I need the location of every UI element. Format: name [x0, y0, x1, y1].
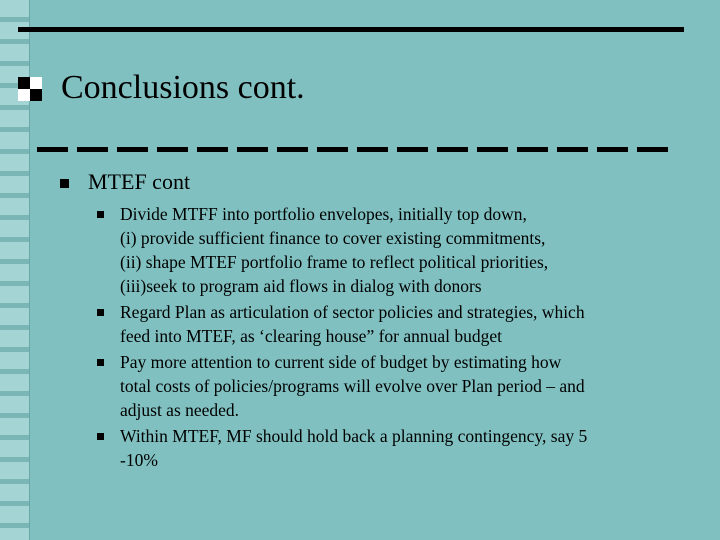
- list-item: [120, 424, 680, 472]
- list-item: [120, 300, 680, 348]
- sub-bullet-list: [120, 202, 680, 474]
- title-square-icon: [18, 77, 42, 101]
- list-item: [120, 350, 680, 422]
- bullet-line: (iii)seek to program aid flows in dialog with donors: [120, 276, 482, 296]
- bullet-line: Pay more attention to current side of budget by estimating how: [120, 352, 562, 372]
- square-bullet-icon: [97, 433, 104, 440]
- bullet-line: total costs of policies/programs will evolve over Plan period – and: [120, 376, 585, 396]
- dashed-rule: [37, 147, 677, 152]
- square-bullet-icon: [97, 359, 104, 366]
- bullet-line: Divide MTFF into portfolio envelopes, initially top down,: [120, 204, 527, 224]
- square-bullet-icon: [97, 211, 104, 218]
- bullet-line: -10%: [120, 450, 158, 470]
- square-bullet-icon: [97, 309, 104, 316]
- bullet-line: (ii) shape MTEF portfolio frame to reflect political priorities,: [120, 252, 549, 272]
- level1-bullet-text: MTEF cont: [88, 169, 191, 194]
- bullet-line: feed into MTEF, as ‘clearing house” for annual budget: [120, 326, 503, 346]
- bullet-line: adjust as needed.: [120, 400, 240, 420]
- bullet-line: Within MTEF, MF should hold back a planning contingency, say 5: [120, 426, 588, 446]
- square-bullet-icon: [60, 179, 69, 188]
- slide-title: Conclusions cont.: [61, 69, 305, 106]
- bullet-line: Regard Plan as articulation of sector policies and strategies, which: [120, 302, 585, 322]
- top-rule: [18, 27, 684, 32]
- list-item: [120, 202, 680, 298]
- bullet-line: (i) provide sufficient finance to cover existing commitments,: [120, 228, 546, 248]
